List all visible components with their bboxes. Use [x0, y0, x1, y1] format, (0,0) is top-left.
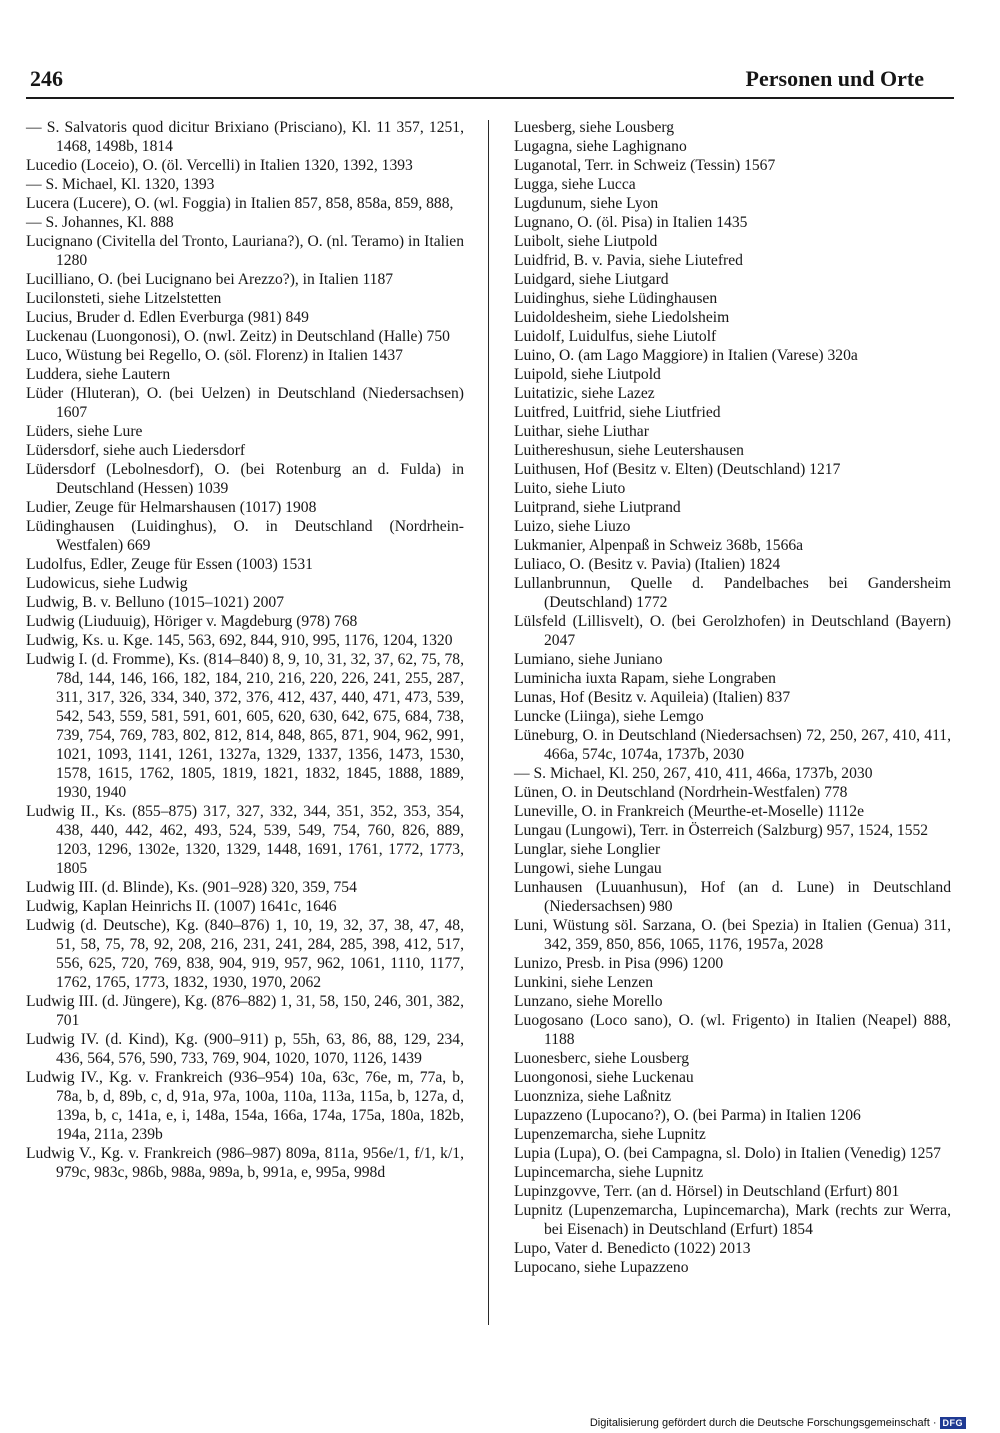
index-entry: Lüdinghausen (Luidinghus), O. in Deutschland (Nordrhein-Westfalen) 669: [26, 518, 464, 554]
index-entry: Lüders, siehe Lure: [26, 423, 143, 440]
index-entry: Ludwig II., Ks. (855–875) 317, 327, 332, 344, 351, 352, 353, 354, 438, 440, 442, 462, 493, 524, 539, 549, 754, 760, 826, 889, 1203, 1296, 1302e, 1320, 1329, 1448, 1691, 1761, 1772, 1773, 1805: [26, 803, 464, 877]
index-entry: Luidfrid, B. v. Pavia, siehe Liutefred: [514, 252, 743, 269]
index-entry: Ludwig (d. Deutsche), Kg. (840–876) 1, 10, 19, 32, 37, 38, 47, 48, 51, 58, 75, 78, 92, 208, 216, 231, 241, 284, 285, 398, 412, 517, 556, 625, 720, 769, 838, 904, 919, 957, 962, 1061, 1110, 1177, 1762, 1765, 1773, 1832, 1930, 1970, 2062: [26, 917, 464, 991]
index-entry: Lupenzemarcha, siehe Lupnitz: [514, 1126, 706, 1143]
index-entry: Lumiano, siehe Juniano: [514, 651, 663, 668]
index-entry: Lülsfeld (Lillisvelt), O. (bei Gerolzhofen) in Deutschland (Bayern) 2047: [514, 613, 951, 649]
index-entry: Lugdunum, siehe Lyon: [514, 195, 659, 212]
index-entry: Lukmanier, Alpenpaß in Schweiz 368b, 1566a: [514, 537, 804, 554]
index-entry: Lucera (Lucere), O. (wl. Foggia) in Italien 857, 858, 858a, 859, 888,: [26, 195, 454, 212]
index-entry: Luipold, siehe Liutpold: [514, 366, 661, 383]
index-entry: Ludwig IV., Kg. v. Frankreich (936–954) 10a, 63c, 76e, m, 77a, b, 78a, b, d, 89b, c, d, 91a, 97a, 100a, 110a, 113a, 115a, b, 127a, d, 139a, b, c, 141a, e, i, 148a, 154a, 166a, 174a, 175a, 180a, 182b, 194a, 211a, 239b: [26, 1069, 464, 1143]
index-entry: Luitfred, Luitfrid, siehe Liutfried: [514, 404, 721, 421]
index-entry: Luizo, siehe Liuzo: [514, 518, 631, 535]
header-rule: [26, 97, 954, 99]
index-entry: Luliaco, O. (Besitz v. Pavia) (Italien) 1824: [514, 556, 781, 573]
index-entry: Lüneburg, O. in Deutschland (Niedersachsen) 72, 250, 267, 410, 411, 466a, 574c, 1074a, 1737b, 2030: [514, 727, 951, 763]
index-entry: Luminicha iuxta Rapam, siehe Longraben: [514, 670, 776, 687]
index-entry: Luongonosi, siehe Luckenau: [514, 1069, 694, 1086]
index-entry: — S. Johannes, Kl. 888: [26, 214, 174, 231]
index-entry: Luni, Wüstung söl. Sarzana, O. (bei Spezia) in Italien (Genua) 311, 342, 359, 850, 856, 1065, 1176, 1957a, 2028: [514, 917, 951, 953]
index-entry: Luitprand, siehe Liutprand: [514, 499, 681, 516]
index-entry: Ludwig IV. (d. Kind), Kg. (900–911) p, 55h, 63, 86, 88, 129, 234, 436, 564, 576, 590, 733, 769, 904, 1020, 1070, 1126, 1439: [26, 1031, 464, 1067]
index-entry: Luitatizic, siehe Lazez: [514, 385, 655, 402]
index-entry: Lupocano, siehe Lupazzeno: [514, 1259, 689, 1276]
column-divider: [488, 120, 489, 1325]
index-entry: Luito, siehe Liuto: [514, 480, 626, 497]
index-entry: Lünen, O. in Deutschland (Nordrhein-Westfalen) 778: [514, 784, 848, 801]
index-entry: Ludwig, Kaplan Heinrichs II. (1007) 1641c, 1646: [26, 898, 337, 915]
index-entry: Lupo, Vater d. Benedicto (1022) 2013: [514, 1240, 751, 1257]
index-entry: Luithereshusun, siehe Leutershausen: [514, 442, 744, 459]
index-entry: Luibolt, siehe Liutpold: [514, 233, 658, 250]
index-entry: Lullanbrunnun, Quelle d. Pandelbaches bei Gandersheim (Deutschland) 1772: [514, 575, 951, 611]
index-entry: Lucedio (Loceio), O. (öl. Vercelli) in Italien 1320, 1392, 1393: [26, 157, 413, 174]
index-entry: Luidgard, siehe Liutgard: [514, 271, 669, 288]
footer: [590, 1414, 966, 1432]
index-entry: Luco, Wüstung bei Regello, O. (söl. Florenz) in Italien 1437: [26, 347, 403, 364]
index-entry: Lugagna, siehe Laghignano: [514, 138, 687, 155]
index-entry: Ludolfus, Edler, Zeuge für Essen (1003) 1531: [26, 556, 313, 573]
index-entry: Luonzniza, siehe Laßnitz: [514, 1088, 672, 1105]
index-entry: Luino, O. (am Lago Maggiore) in Italien (Varese) 320a: [514, 347, 858, 364]
index-entry: Lucignano (Civitella del Tronto, Lauriana?), O. (nl. Teramo) in Italien 1280: [26, 233, 464, 269]
index-entry: Lüder (Hluteran), O. (bei Uelzen) in Deutschland (Niedersachsen) 1607: [26, 385, 464, 421]
page-number: 246: [30, 66, 63, 91]
index-entry: Lunzano, siehe Morello: [514, 993, 663, 1010]
index-entry: Luesberg, siehe Lousberg: [514, 119, 675, 136]
index-entry: Luithar, siehe Liuthar: [514, 423, 649, 440]
index-entry: Lucilonsteti, siehe Litzelstetten: [26, 290, 222, 307]
index-entry: Lüdersdorf, siehe auch Liedersdorf: [26, 442, 246, 459]
index-entry: Luncke (Liinga), siehe Lemgo: [514, 708, 704, 725]
left-index-column: [26, 118, 464, 1182]
index-entry: Lunizo, Presb. in Pisa (996) 1200: [514, 955, 724, 972]
index-entry: — S. Salvatoris quod dicitur Brixiano (Prisciano), Kl. 11 357, 1251, 1468, 1498b, 1814: [26, 119, 464, 155]
index-entry: Lunas, Hof (Besitz v. Aquileia) (Italien) 837: [514, 689, 791, 706]
index-entry: Ludier, Zeuge für Helmarshausen (1017) 1908: [26, 499, 317, 516]
index-entry: Lunhausen (Luuanhusun), Hof (an d. Lune) in Deutschland (Niedersachsen) 980: [514, 879, 951, 915]
index-entry: Luckenau (Luongonosi), O. (nwl. Zeitz) in Deutschland (Halle) 750: [26, 328, 450, 345]
index-entry: Lupinzgovve, Terr. (an d. Hörsel) in Deutschland (Erfurt) 801: [514, 1183, 900, 1200]
index-entry: Lugga, siehe Lucca: [514, 176, 636, 193]
index-entry: Lunkini, siehe Lenzen: [514, 974, 653, 991]
index-entry: Luidinghus, siehe Lüdinghausen: [514, 290, 718, 307]
index-entry: Ludowicus, siehe Ludwig: [26, 575, 188, 592]
index-entry: Lungowi, siehe Lungau: [514, 860, 662, 877]
index-entry: Ludwig III. (d. Blinde), Ks. (901–928) 320, 359, 754: [26, 879, 357, 896]
running-title: Personen und Orte: [745, 66, 924, 91]
index-entry: Luganotal, Terr. in Schweiz (Tessin) 1567: [514, 157, 776, 174]
index-entry: Ludwig (Liuduuig), Höriger v. Magdeburg (978) 768: [26, 613, 358, 630]
index-entry: — S. Michael, Kl. 1320, 1393: [26, 176, 215, 193]
index-entry: Lupnitz (Lupenzemarcha, Lupincemarcha), Mark (rechts zur Werra, bei Eisenach) in Deutschland (Erfurt) 1854: [514, 1202, 951, 1238]
dfg-logo: DFG: [940, 1417, 967, 1429]
index-entry: Lupazzeno (Lupocano?), O. (bei Parma) in Italien 1206: [514, 1107, 861, 1124]
index-entry: — S. Michael, Kl. 250, 267, 410, 411, 466a, 1737b, 2030: [514, 765, 873, 782]
right-index-column: [514, 118, 951, 1277]
index-entry: Lungau (Lungowi), Terr. in Österreich (Salzburg) 957, 1524, 1552: [514, 822, 929, 839]
index-entry: Luddera, siehe Lautern: [26, 366, 171, 383]
index-entry: Lüdersdorf (Lebolnesdorf), O. (bei Rotenburg an d. Fulda) in Deutschland (Hessen) 1039: [26, 461, 464, 497]
footer-credit: Digitalisierung gefördert durch die Deutsche Forschungsgemeinschaft ·: [589, 1417, 937, 1429]
index-entry: Ludwig V., Kg. v. Frankreich (986–987) 809a, 811a, 956e/1, f/1, k/1, 979c, 983c, 986b, 988a, 989a, b, 991a, e, 995a, 998d: [26, 1145, 464, 1181]
index-entry: Luidolf, Luidulfus, siehe Liutolf: [514, 328, 717, 345]
index-entry: Lupia (Lupa), O. (bei Campagna, sl. Dolo) in Italien (Venedig) 1257: [514, 1145, 941, 1162]
index-entry: Ludwig I. (d. Fromme), Ks. (814–840) 8, 9, 10, 31, 32, 37, 62, 75, 78, 78d, 144, 146, 166, 182, 184, 210, 216, 220, 226, 241, 255, 287, 311, 317, 326, 334, 340, 372, 376, 412, 437, 440, 471, 473, 539, 542, 543, 559, 581, 591, 601, 605, 620, 630, 642, 675, 684, 738, 739, 754, 769, 783, 802, 812, 814, 848, 865, 871, 904, 962, 991, 1021, 1093, 1141, 1261, 1327a, 1329, 1337, 1356, 1473, 1530, 1578, 1615, 1762, 1805, 1819, 1821, 1832, 1845, 1888, 1889, 1930, 1940: [26, 651, 464, 801]
index-entry: Ludwig, Ks. u. Kge. 145, 563, 692, 844, 910, 995, 1176, 1204, 1320: [26, 632, 453, 649]
index-entry: Lucius, Bruder d. Edlen Everburga (981) 849: [26, 309, 309, 326]
index-entry: Ludwig, B. v. Belluno (1015–1021) 2007: [26, 594, 285, 611]
page-header: [28, 66, 954, 96]
index-entry: Luonesberc, siehe Lousberg: [514, 1050, 690, 1067]
index-entry: Luneville, O. in Frankreich (Meurthe-et-Moselle) 1112e: [514, 803, 865, 820]
index-entry: Luogosano (Loco sano), O. (wl. Frigento) in Italien (Neapel) 888, 1188: [514, 1012, 951, 1048]
index-entry: Lunglar, siehe Longlier: [514, 841, 661, 858]
index-entry: Luidoldesheim, siehe Liedolsheim: [514, 309, 730, 326]
index-entry: Lupincemarcha, siehe Lupnitz: [514, 1164, 704, 1181]
index-entry: Luithusen, Hof (Besitz v. Elten) (Deutschland) 1217: [514, 461, 841, 478]
index-entry: Lugnano, O. (öl. Pisa) in Italien 1435: [514, 214, 748, 231]
index-entry: Ludwig III. (d. Jüngere), Kg. (876–882) 1, 31, 58, 150, 246, 301, 382, 701: [26, 993, 464, 1029]
index-entry: Lucilliano, O. (bei Lucignano bei Arezzo?), in Italien 1187: [26, 271, 394, 288]
